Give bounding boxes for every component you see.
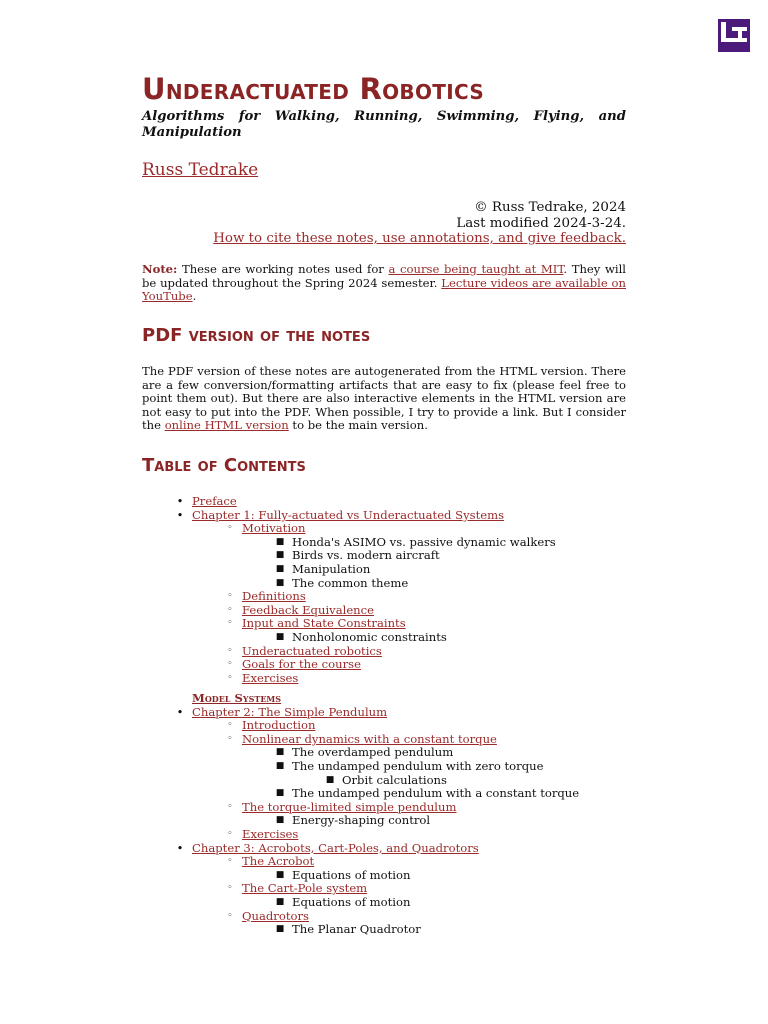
note-text-2: . They will be updated throughout the Spring 2024 semester. (142, 262, 627, 290)
toc-bullet: • (176, 507, 184, 522)
toc-entry (142, 801, 626, 815)
toc-bullet: ◦ (227, 829, 233, 840)
toc-entry (142, 549, 626, 563)
toc-entry (142, 536, 626, 550)
toc-text: The undamped pendulum with a constant torque (292, 786, 580, 801)
toc-link[interactable]: Preface (192, 494, 237, 508)
toc-link[interactable]: The torque-limited simple pendulum (242, 799, 457, 814)
mit-logo-icon[interactable] (718, 19, 750, 52)
toc-link[interactable]: Goals for the course (242, 657, 361, 672)
toc-link[interactable]: Chapter 3: Acrobots, Cart-Poles, and Quadrotors (192, 840, 479, 855)
toc-bullet: ◦ (227, 720, 233, 731)
toc-entry (142, 604, 626, 618)
toc-bullet: ◦ (227, 659, 233, 670)
toc-link[interactable]: Motivation (242, 521, 306, 536)
toc-entry (142, 495, 626, 509)
toc-link[interactable]: The Cart-Pole system (242, 881, 368, 896)
toc-bullet: ■ (275, 897, 285, 908)
toc-entry (142, 923, 626, 937)
toc-text: The Planar Quadrotor (292, 922, 421, 937)
toc-entry (142, 672, 626, 686)
toc-bullet: ■ (275, 747, 285, 758)
toc-entry (142, 617, 626, 631)
toc-text: Equations of motion (292, 867, 411, 882)
page-subtitle: Algorithms for Walking, Running, Swimming, Flying, and Manipulation (142, 109, 626, 140)
toc-bullet: ■ (275, 550, 285, 561)
note-text-1: These are working notes used for (177, 262, 389, 276)
toc-link[interactable]: Definitions (242, 589, 306, 604)
toc-entry (142, 787, 626, 801)
toc-text: Manipulation (292, 561, 371, 576)
cite-link[interactable]: How to cite these notes, use annotations, and give feedback. (213, 231, 626, 246)
toc-entry (142, 869, 626, 883)
toc-text: Honda's ASIMO vs. passive dynamic walkers (292, 534, 556, 549)
toc-link[interactable]: Chapter 2: The Simple Pendulum (192, 704, 388, 719)
toc-bullet: ◦ (227, 604, 233, 615)
online-html-link[interactable]: online HTML version (164, 418, 289, 433)
toc-text: The common theme (292, 575, 409, 590)
last-modified: Last modified 2024-3-24. (456, 215, 626, 231)
lecture-videos-link[interactable]: Lecture videos are available on YouTube (142, 275, 627, 304)
course-note (142, 263, 626, 304)
toc-part-link[interactable]: Model Systems (192, 691, 282, 706)
toc-text: Nonholonomic constraints (292, 629, 447, 644)
table-of-contents (142, 495, 626, 937)
toc-bullet: • (176, 494, 184, 508)
toc-text: Birds vs. modern aircraft (292, 548, 440, 563)
toc-bullet: • (176, 704, 184, 719)
toc-bullet: ◦ (227, 883, 233, 894)
toc-bullet: ◦ (227, 618, 233, 629)
toc-entry (142, 522, 626, 536)
toc-entry (142, 760, 626, 774)
toc-bullet: • (176, 840, 184, 855)
toc-link[interactable]: Exercises (242, 827, 299, 842)
toc-link[interactable]: Chapter 1: Fully-actuated vs Underactuated Systems (192, 507, 505, 522)
toc-entry (142, 855, 626, 869)
toc-bullet: ◦ (227, 856, 233, 867)
toc-bullet: ■ (275, 869, 285, 880)
toc-entry (142, 658, 626, 672)
toc-bullet: ■ (275, 788, 285, 799)
pdf-text-end: to be the main version. (288, 418, 428, 433)
copyright-line: © Russ Tedrake, 2024 (474, 200, 626, 215)
toc-entry (142, 896, 626, 910)
toc-bullet: ■ (275, 563, 285, 574)
toc-bullet: ◦ (227, 591, 233, 602)
toc-entry (142, 706, 626, 720)
toc-text: Orbit calculations (342, 772, 447, 787)
toc-entry (142, 509, 626, 523)
toc-bullet: ◦ (227, 910, 233, 921)
toc-entry (142, 719, 626, 733)
toc-bullet: ■ (275, 815, 285, 826)
note-text-3: . (192, 289, 197, 304)
toc-entry (142, 882, 626, 896)
toc-entry (142, 563, 626, 577)
toc-bullet: ◦ (227, 645, 233, 656)
toc-entry (142, 774, 626, 788)
toc-entry (142, 828, 626, 842)
toc-text: The undamped pendulum with zero torque (292, 759, 544, 774)
toc-bullet: ◦ (227, 733, 233, 744)
pdf-text: The PDF version of these notes are autogenerated from the HTML version. There are a few conversion/formatting artifacts that are easy to fix (please feel free to point them out). But there are also interactive elements in the HTML version are not easy to put into the PDF. When possible, I try to provide a link. But I consider the (142, 364, 626, 433)
copyright-block (142, 200, 626, 247)
note-label: Note: (142, 262, 178, 276)
pdf-paragraph (142, 365, 626, 433)
toc-link[interactable]: Underactuated robotics (242, 643, 382, 658)
toc-link[interactable]: The Acrobot (242, 854, 315, 869)
toc-bullet: ■ (275, 631, 285, 642)
toc-link[interactable]: Input and State Constraints (242, 616, 406, 631)
toc-entry (142, 590, 626, 604)
toc-link[interactable]: Nonlinear dynamics with a constant torque (242, 731, 497, 746)
toc-part-heading (142, 692, 626, 706)
toc-entry (142, 645, 626, 659)
page-title: Underactuated Robotics (142, 72, 485, 106)
toc-bullet: ■ (275, 761, 285, 772)
pdf-heading: PDF version of the notes (142, 325, 371, 346)
toc-text: Energy-shaping control (292, 813, 431, 828)
toc-text: Equations of motion (292, 895, 411, 910)
toc-link[interactable]: Feedback Equivalence (242, 602, 375, 617)
toc-link[interactable]: Exercises (242, 670, 299, 685)
toc-bullet: ■ (275, 924, 285, 935)
toc-bullet: ◦ (227, 672, 233, 683)
toc-entry (142, 814, 626, 828)
toc-entry (142, 746, 626, 760)
toc-entry (142, 631, 626, 645)
course-link[interactable]: a course being taught at MIT (388, 262, 564, 276)
toc-link[interactable]: Quadrotors (242, 908, 309, 923)
toc-entry (142, 842, 626, 856)
toc-link[interactable]: Introduction (242, 718, 316, 733)
toc-entry (142, 910, 626, 924)
toc-bullet: ◦ (227, 801, 233, 812)
toc-bullet: ◦ (227, 523, 233, 534)
toc-heading: Table of Contents (142, 455, 306, 476)
toc-bullet: ■ (325, 774, 335, 785)
toc-bullet: ■ (275, 536, 285, 547)
toc-text: The overdamped pendulum (292, 745, 454, 760)
author-link[interactable]: Russ Tedrake (142, 160, 259, 180)
toc-bullet: ■ (275, 577, 285, 588)
toc-entry (142, 577, 626, 591)
toc-entry (142, 733, 626, 747)
